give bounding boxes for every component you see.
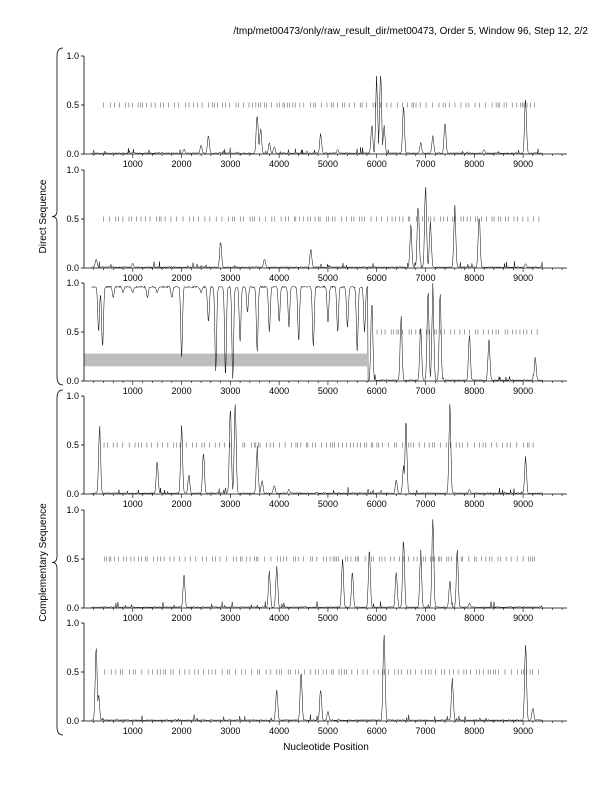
y-tick-label: 0.5 [66,440,79,450]
x-tick-label: 5000 [317,159,338,169]
x-tick-label: 1000 [122,159,143,169]
y-tick-label: 0.0 [66,603,79,613]
series-line [91,519,542,607]
x-tick-label: 4000 [269,273,290,283]
x-tick-label: 3000 [220,159,241,169]
y-tick-label: 0.5 [66,100,79,110]
x-tick-label: 8000 [464,386,485,396]
group-bracket [52,390,63,735]
x-tick-label: 4000 [269,386,290,396]
x-tick-label: 2000 [171,613,192,623]
x-tick-label: 9000 [513,613,534,623]
x-tick-label: 2000 [171,726,192,736]
x-tick-label: 3000 [220,386,241,396]
y-tick-label: 1.0 [66,618,79,628]
panel-direct-sequence-frame-2 [66,165,567,283]
y-tick-label: 1.0 [66,391,79,401]
x-tick-label: 1000 [122,386,143,396]
series-line [91,404,542,493]
series-line [91,187,542,267]
panels [66,51,567,736]
y-tick-label: 0.0 [66,489,79,499]
group-label: Complementary Sequence [38,503,49,622]
x-tick-label: 8000 [464,499,485,509]
x-tick-label: 6000 [366,386,387,396]
x-tick-label: 6000 [366,273,387,283]
x-tick-label: 9000 [513,386,534,396]
x-tick-label: 4000 [269,159,290,169]
y-tick-label: 0.0 [66,716,79,726]
masked-region [84,354,367,367]
x-tick-label: 6000 [366,499,387,509]
series-line [91,635,542,720]
x-tick-label: 8000 [464,613,485,623]
y-tick-label: 0.5 [66,214,79,224]
group-brackets [38,48,63,735]
x-tick-label: 3000 [220,726,241,736]
x-tick-label: 2000 [171,159,192,169]
x-tick-label: 9000 [513,726,534,736]
panel-complementary-sequence-frame-2 [66,505,567,623]
panel-direct-sequence-frame-1 [66,51,567,169]
x-tick-label: 5000 [317,386,338,396]
x-tick-label: 7000 [415,613,436,623]
panel-complementary-sequence-frame-3 [66,618,567,736]
x-tick-label: 6000 [366,613,387,623]
x-tick-label: 5000 [317,613,338,623]
group-label: Direct Sequence [38,179,49,254]
y-tick-label: 0.5 [66,327,79,337]
x-tick-label: 2000 [171,499,192,509]
y-tick-label: 0.0 [66,263,79,273]
y-tick-label: 0.0 [66,149,79,159]
x-tick-label: 6000 [366,159,387,169]
y-tick-label: 0.0 [66,376,79,386]
x-tick-label: 1000 [122,613,143,623]
x-tick-label: 7000 [415,273,436,283]
x-tick-label: 9000 [513,499,534,509]
page-title: /tmp/met00473/only/raw_result_dir/met00473, Order 5, Window 96, Step 12, 2/2 [233,26,588,37]
y-tick-label: 0.5 [66,667,79,677]
x-tick-label: 9000 [513,159,534,169]
x-tick-label: 3000 [220,613,241,623]
x-tick-label: 7000 [415,386,436,396]
x-tick-label: 3000 [220,499,241,509]
y-tick-label: 1.0 [66,51,79,61]
x-tick-label: 7000 [415,499,436,509]
x-tick-label: 5000 [317,273,338,283]
y-tick-label: 1.0 [66,505,79,515]
x-tick-label: 5000 [317,726,338,736]
x-tick-label: 4000 [269,499,290,509]
x-tick-label: 8000 [464,726,485,736]
x-tick-label: 8000 [464,273,485,283]
y-tick-label: 0.5 [66,554,79,564]
panel-complementary-sequence-frame-1 [66,391,567,509]
x-tick-label: 1000 [122,273,143,283]
x-tick-label: 1000 [122,726,143,736]
x-tick-label: 1000 [122,499,143,509]
y-tick-label: 1.0 [66,278,79,288]
x-tick-label: 4000 [269,613,290,623]
panel-direct-sequence-frame-3 [66,278,567,396]
series-line [91,76,542,154]
x-tick-label: 5000 [317,499,338,509]
x-axis-title: Nucleotide Position [283,742,369,753]
x-tick-label: 8000 [464,159,485,169]
x-tick-label: 7000 [415,726,436,736]
x-tick-label: 2000 [171,273,192,283]
x-tick-label: 7000 [415,159,436,169]
y-tick-label: 1.0 [66,165,79,175]
x-tick-label: 6000 [366,726,387,736]
x-tick-label: 4000 [269,726,290,736]
x-tick-label: 2000 [171,386,192,396]
x-tick-label: 9000 [513,273,534,283]
group-bracket [52,48,63,385]
x-tick-label: 3000 [220,273,241,283]
